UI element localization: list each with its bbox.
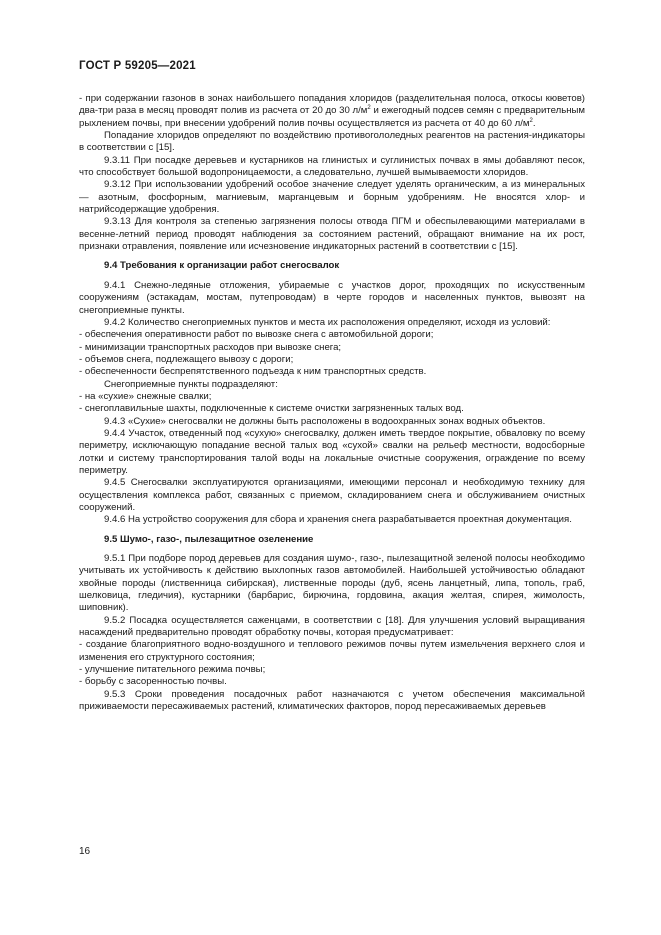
paragraph: 9.5.2 Посадка осуществляется саженцами, в соответствии с [18]. Для улучшения условий выращивания насаждений предварительно проводят обработку почвы, которая предусматривает: [79,614,585,639]
paragraph: 9.4.1 Снежно-ледяные отложения, убираемые с участков дорог, проходящих по искусственным сооружениям (эстакадам, мостам, путепроводам) в черте городов и населенных пунктов, вывозят на снегоприемные пункты. [79,279,585,316]
document-header: ГОСТ Р 59205—2021 [79,60,196,72]
paragraph: 9.4.6 На устройство сооружения для сбора и хранения снега разрабатывается проектная документация. [104,514,572,526]
paragraph: 9.3.11 При посадке деревьев и кустарников на глинистых и суглинистых почвах в ямы добавляют песок, что способствует большой водопроницаемости, а следовательно, лучшей вымываемости хлоридов. [79,154,585,179]
section-heading: 9.5 Шумо-, газо-, пылезащитное озеленение [104,533,314,545]
paragraph: Снегоприемные пункты подразделяют: [104,378,278,390]
paragraph: - борьбу с засоренностью почвы. [79,676,227,688]
paragraph: - обеспеченности беспрепятственного подъезда к ним транспортных средств. [79,366,427,378]
paragraph: - обеспечения оперативности работ по вывозке снега с автомобильной дороги; [79,329,434,341]
paragraph: 9.4.4 Участок, отведенный под «сухую» снегосвалку, должен иметь твердое покрытие, обваловку по всему периметру, исключающую попадание весной талых вод «сухой» свалки на рельеф местности, водосборные лотки и систему транспортирования талой воды на локальные очистные сооружения, ограждение по всему периметру. [79,427,585,476]
paragraph: 9.4.5 Снегосвалки эксплуатируются организациями, имеющими персонал и необходимую технику для осуществления комплекса работ, связанных с приемом, складированием снега и обслуживанием очистных сооружений. [79,477,585,513]
paragraph: - улучшение питательного режима почвы; [79,664,266,676]
section-heading: 9.4 Требования к организации работ снегосвалок [104,260,340,272]
paragraph: - снегоплавильные шахты, подключенные к системе очистки загрязненных талых вод. [79,403,464,415]
paragraph: - при содержании газонов в зонах наибольшего попадания хлоридов (разделительная полоса, откосы кюветов) два-три раза в месяц проводят полив из расчета от 20 до 30 $л/м^2$ и ежегодный подсев семян с предварительным рыхлением почвы, при внесении удобрений полив почвы осуществляется из расчета от 40 до 60 $л/м^2$. [79,93,585,129]
paragraph: - минимизации транспортных расходов при вывозке снега; [79,341,342,353]
paragraph: 9.5.3 Сроки проведения посадочных работ назначаются с учетом обеспечения максимальной приживаемости пересаживаемых растений, климатических факторов, пород пересаживаемых деревьев [79,688,585,713]
paragraph: 9.3.13 Для контроля за степенью загрязнения полосы отвода ПГМ и обеспылевающими материалами в весенне-летний период проводят наблюдения за состоянием растений, обращают внимание на их рост, признаки отравления, появление или исчезновение индикаторных растений в соответствии с [15]. [79,216,585,253]
paragraph: 9.3.12 При использовании удобрений особое значение следует уделять органическим, а из минеральных — азотным, фосфорным, магниевым, марганцевым и борным удобрениям. Не вносятся хлор- и натрийсодержащие удобрения. [79,179,585,216]
paragraph: - на «сухие» снежные свалки; [79,390,212,402]
document-body [79,93,585,714]
paragraph: 9.5.1 При подборе пород деревьев для создания шумо-, газо-, пылезащитной зеленой полосы необходимо учитывать их устойчивость к действию выхлопных газов автомобилей. Наибольшей устойчивостью обладают хвойные породы (лиственница сибирская), лиственные породы (дуб, ясень ланцетный, липа, тополь, граб, шелковица, гледичия), кустарники (барбарис, бирючина, гордовина, акация желтая, спирея, жимолость, шиповник). [79,553,585,614]
paragraph: 9.4.2 Количество снегоприемных пунктов и места их расположения определяют, исходя из условий: [104,316,551,328]
paragraph: - создание благоприятного водно-воздушного и теплового режимов почвы путем измельчения верхнего слоя и изменения его структурного состояния; [79,639,585,663]
paragraph: 9.4.3 «Сухие» снегосвалки не должны быть расположены в водоохранных зонах водных объектов. [104,415,546,427]
paragraph: - объемов снега, подлежащего вывозу с дороги; [79,353,294,365]
page-number: 16 [79,846,91,857]
paragraph: Попадание хлоридов определяют по воздействию противогололедных реагентов на растения-индикаторы в соответствии с [15]. [79,130,585,154]
